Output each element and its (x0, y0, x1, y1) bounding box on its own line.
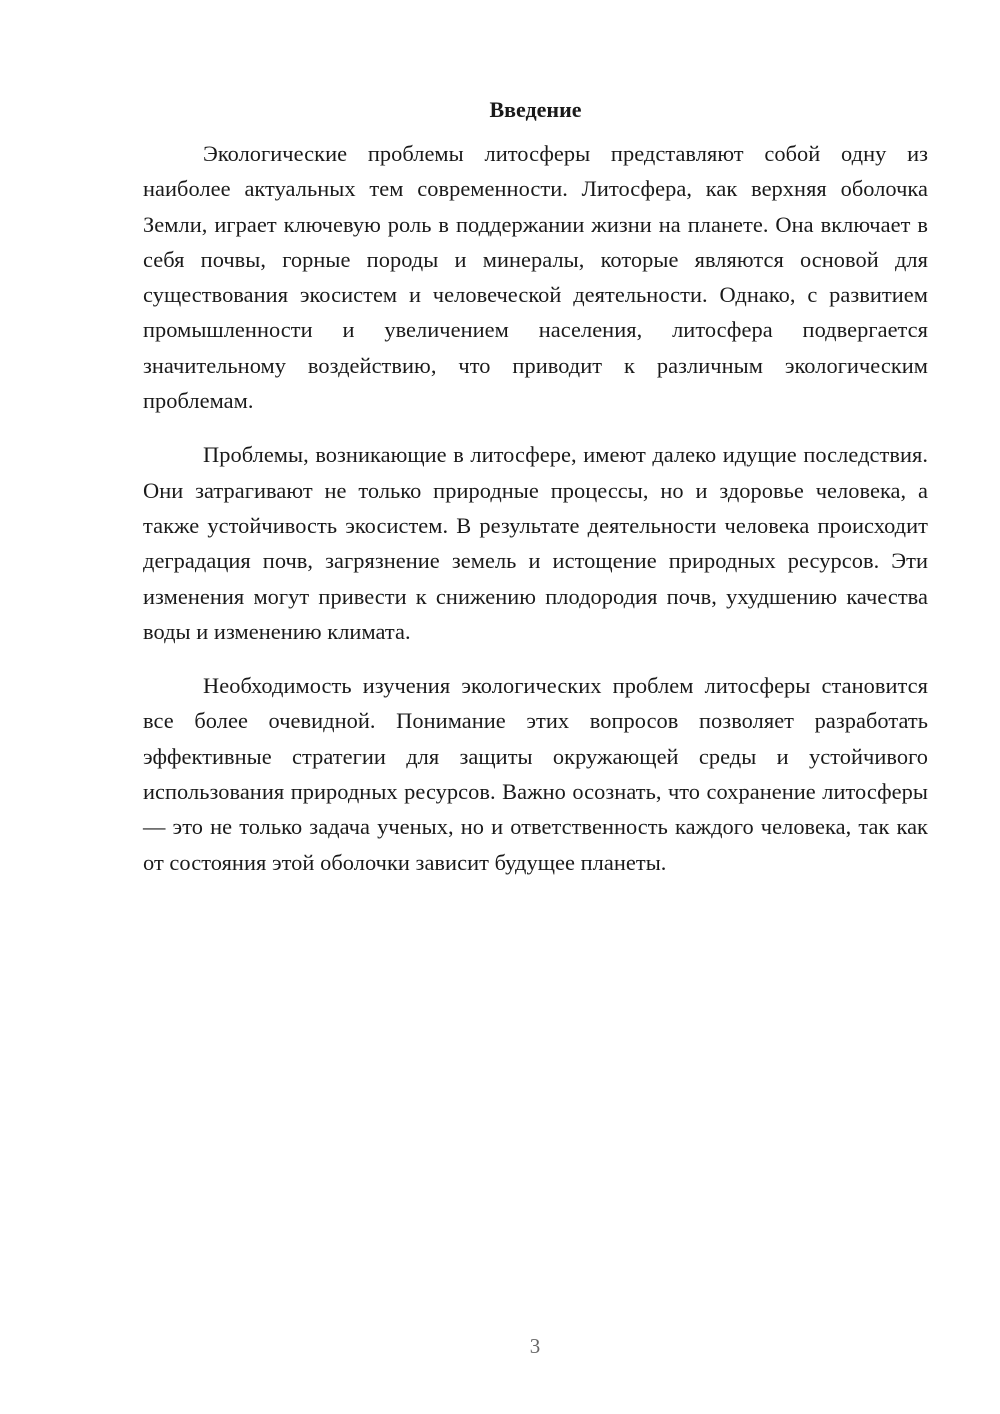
page-number: 3 (529, 1334, 541, 1358)
paragraph-1: Экологические проблемы литосферы представляют собой одну из наиболее актуальных тем современности. Литосфера, как верхняя оболочка Земли, играет ключевую роль в поддержании жизни на планете. Она включает в себя почвы, горные породы и минералы, которые являются основой для существования экосистем и человеческой деятельности. Однако, с развитием промышленности и увеличением населения, литосфера подвергается значительному воздействию, что приводит к различным экологическим проблемам. (143, 141, 928, 414)
document-body (143, 92, 928, 899)
section-title: Введение (489, 97, 582, 122)
paragraph-3: Необходимость изучения экологических проблем литосферы становится все более очевидной. Понимание этих вопросов позволяет разработать эффективные стратегии для защиты окружающей среды и устойчивого использования природных ресурсов. Важно осознать, что сохранение литосферы — это не только задача ученых, но и ответственность каждого человека, так как от состояния этой оболочки зависит будущее планеты. (143, 673, 928, 875)
paragraph-2: Проблемы, возникающие в литосфере, имеют далеко идущие последствия. Они затрагивают не только природные процессы, но и здоровье человека, а также устойчивость экосистем. В результате деятельности человека происходит деградация почв, загрязнение земель и истощение природных ресурсов. Эти изменения могут привести к снижению плодородия почв, ухудшению качества воды и изменению климата. (143, 442, 928, 644)
